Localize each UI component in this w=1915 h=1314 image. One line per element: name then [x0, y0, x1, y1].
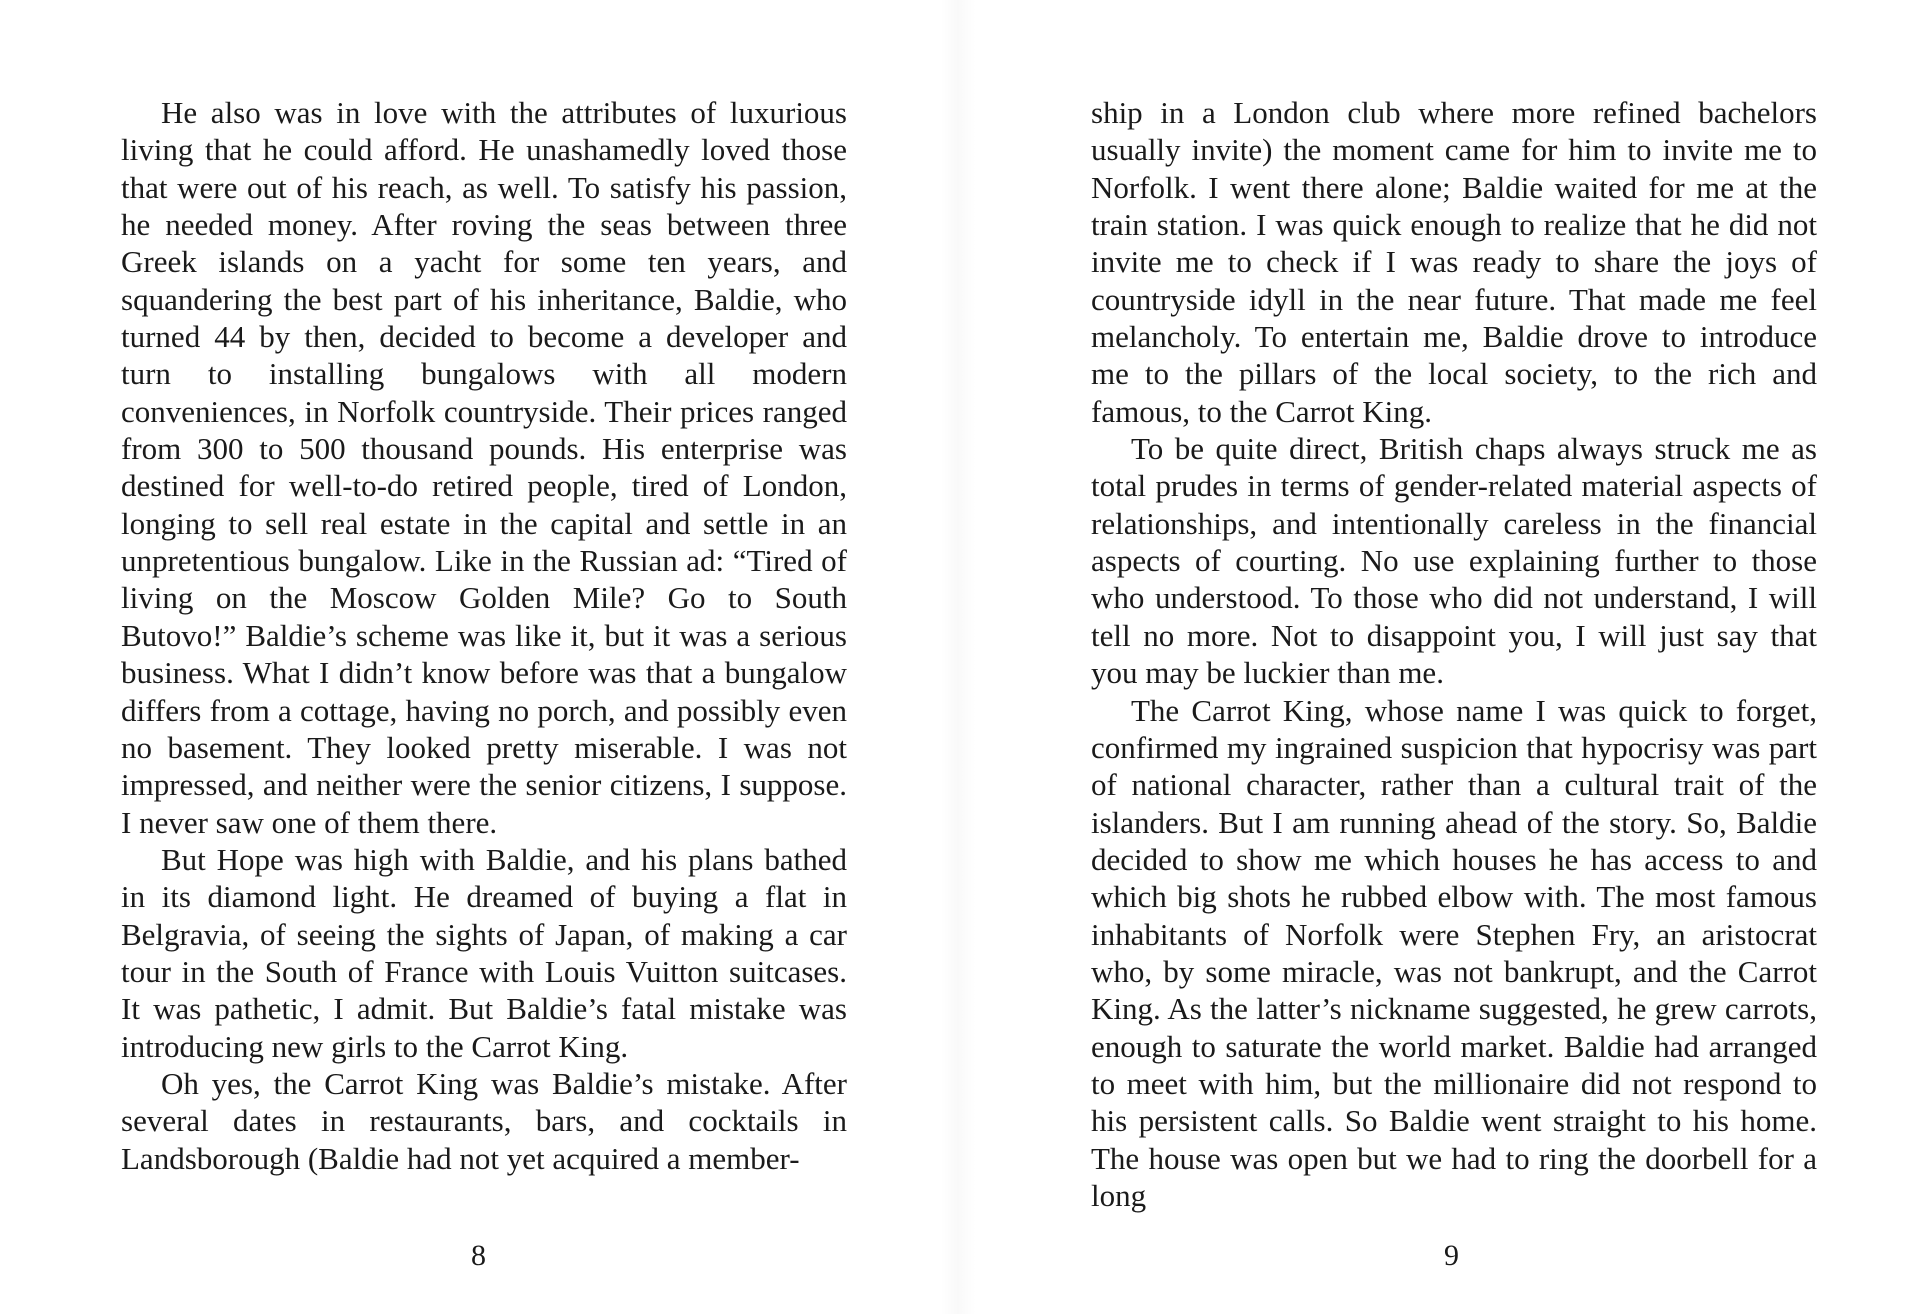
right-page — [958, 0, 1915, 1314]
page-number: 9 — [1444, 1239, 1459, 1272]
paragraph: Oh yes, the Carrot King was Baldie’s mistake. After several dates in restaurants, bars, and cocktails in Landsborough (Baldie had not yet acquired a member- — [121, 1065, 847, 1176]
right-page-text — [1091, 94, 1817, 1214]
page-number: 8 — [471, 1239, 486, 1272]
continued-paragraph: ship in a London club where more refined bachelors usually invite) the moment came for him to invite me to Norfolk. I went there alone; Baldie waited for me at the train station. I was quick enough to realize that he did not invite me to check if I was ready to share the joys of countryside idyll in the near future. That made me feel melancholy. To entertain me, Baldie drove to introduce me to the pillars of the local society, to the rich and famous, to the Carrot King. — [1091, 95, 1817, 429]
paragraph: He also was in love with the attributes of luxurious living that he could afford. He unashamedly loved those that were out of his reach, as well. To satisfy his passion, he needed money. After roving the seas between three Greek islands on a yacht for some ten years, and squandering the best part of his inheritance, Baldie, who turned 44 by then, decided to become a developer and turn to installing bungalows with all modern conveniences, in Norfolk countryside. Their prices ranged from 300 to 500 thousand pounds. His enterprise was destined for well-to-do retired people, tired of London, longing to sell real estate in the capital and settle in an unpretentious bungalow. Like in the Russian ad: “Tired of living on the Moscow Golden Mile? Go to South Butovo!” Baldie’s scheme was like it, but it was a serious business. What I didn’t know before was that a bungalow differs from a cottage, having no porch, and possibly even no basement. They looked pretty miserable. I was not impressed, and neither were the senior citizens, I suppose. I never saw one of them there. — [121, 95, 847, 840]
left-page-text — [121, 94, 847, 1177]
paragraph: The Carrot King, whose name I was quick to forget, confirmed my ingrained suspicion that hypocrisy was part of national character, rather than a cultural trait of the islanders. But I am running ahead of the story. So, Baldie decided to show me which houses he has access to and which big shots he rubbed elbow with. The most famous inhabitants of Norfolk were Stephen Fry, an aristocrat who, by some miracle, was not bankrupt, and the Carrot King. As the latter’s nickname suggested, he grew carrots, enough to saturate the world market. Baldie had arranged to meet with him, but the millionaire did not respond to his persistent calls. So Baldie went straight to his home. The house was open but we had to ring the doorbell for a long — [1091, 692, 1817, 1213]
paragraph: But Hope was high with Baldie, and his plans bathed in its diamond light. He dreamed of buying a flat in Belgravia, of seeing the sights of Japan, of making a car tour in the South of France with Louis Vuitton suitcases. It was pathetic, I admit. But Baldie’s fatal mistake was introducing new girls to the Carrot King. — [121, 841, 847, 1064]
left-page — [0, 0, 957, 1314]
paragraph: To be quite direct, British chaps always struck me as total prudes in terms of gender-related material aspects of relationships, and intentionally careless in the financial aspects of courting. No use explaining further to those who understood. To those who did not understand, I will tell no more. Not to disappoint you, I will just say that you may be luckier than me. — [1091, 431, 1817, 691]
